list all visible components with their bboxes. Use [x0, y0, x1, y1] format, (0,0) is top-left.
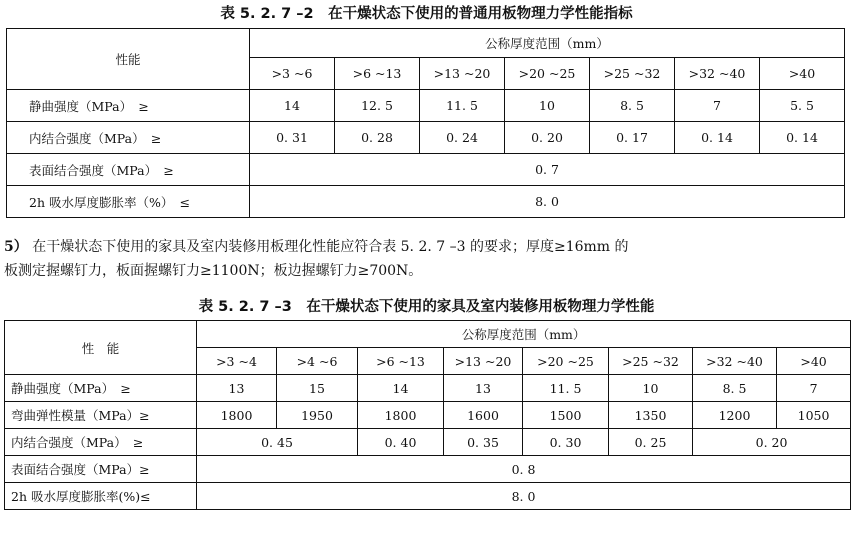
table2-cell: 0. 40	[358, 429, 444, 456]
table1-range-cell: >20 ~25	[505, 58, 590, 90]
table2-cell: 1200	[693, 402, 777, 429]
table2-cell: 14	[358, 375, 444, 402]
table2-range-header: 公称厚度范围（mm）	[197, 321, 851, 348]
table2-cell: 1050	[777, 402, 851, 429]
paragraph-line-1	[4, 235, 850, 259]
table1-cell: 0. 31	[250, 122, 335, 154]
table2-title: 表 5. 2. 7 –3 在干燥状态下使用的家具及室内装修用板物理力学性能	[198, 299, 655, 315]
table2-range-cell: >13 ~20	[444, 348, 523, 375]
table2-cell: 13	[197, 375, 277, 402]
table2-range-cell: >32 ~40	[693, 348, 777, 375]
table1	[6, 28, 845, 218]
table1-cell: 0. 24	[420, 122, 505, 154]
table2-merged-cell: 0. 8	[197, 456, 851, 483]
table2-range-cell: >3 ~4	[197, 348, 277, 375]
table2-property-header: 性 能	[5, 321, 197, 375]
table2-merged-cell: 0. 20	[693, 429, 851, 456]
table2-cell: 0. 25	[609, 429, 693, 456]
table1-range-cell: >32 ~40	[675, 58, 760, 90]
table-row	[5, 483, 851, 510]
table2-cell: 0. 35	[444, 429, 523, 456]
table2-cell: 1800	[358, 402, 444, 429]
table-row	[5, 429, 851, 456]
table1-cell: 14	[250, 90, 335, 122]
table1-cell: 8. 5	[590, 90, 675, 122]
table1-merged-cell: 0. 7	[250, 154, 845, 186]
table1-cell: 12. 5	[335, 90, 420, 122]
table1-cell: 7	[675, 90, 760, 122]
table1-cell: 11. 5	[420, 90, 505, 122]
table1-cell: 0. 20	[505, 122, 590, 154]
table-row	[7, 90, 845, 122]
table1-property-header: 性能	[7, 29, 250, 90]
table2-cell: 10	[609, 375, 693, 402]
table1-cell: 0. 14	[760, 122, 845, 154]
table1-row-label: 表面结合强度（MPa） ≥	[7, 154, 250, 186]
table2-range-cell: >6 ~13	[358, 348, 444, 375]
table1-row-label: 静曲强度（MPa） ≥	[7, 90, 250, 122]
table2-range-cell: >20 ~25	[523, 348, 609, 375]
paragraph-line-2: 板测定握螺钉力，板面握螺钉力≥1100N；板边握螺钉力≥700N。	[4, 263, 423, 279]
table1-range-header: 公称厚度范围（mm）	[250, 29, 845, 58]
table-row	[7, 186, 845, 218]
table2-cell: 1350	[609, 402, 693, 429]
table1-range-cell: >13 ~20	[420, 58, 505, 90]
table-row	[5, 375, 851, 402]
table-row	[7, 154, 845, 186]
table2-range-cell: >4 ~6	[277, 348, 358, 375]
table2-cell: 1950	[277, 402, 358, 429]
table2-cell: 7	[777, 375, 851, 402]
table2-cell: 1500	[523, 402, 609, 429]
table2-merged-cell: 8. 0	[197, 483, 851, 510]
table1-range-cell: >3 ~6	[250, 58, 335, 90]
table-row	[5, 456, 851, 483]
table1-range-cell: >6 ~13	[335, 58, 420, 90]
table2-row-label: 弯曲弹性模量（MPa）≥	[5, 402, 197, 429]
table2-cell: 0. 30	[523, 429, 609, 456]
table2-cell: 15	[277, 375, 358, 402]
table2-cell: 1600	[444, 402, 523, 429]
table1-title: 表 5. 2. 7 –2 在干燥状态下使用的普通用板物理力学性能指标	[220, 6, 633, 22]
table1-cell: 10	[505, 90, 590, 122]
table2-row-label: 2h 吸水厚度膨胀率(%)≤	[5, 483, 197, 510]
table1-cell: 0. 14	[675, 122, 760, 154]
table1-row-label: 内结合强度（MPa） ≥	[7, 122, 250, 154]
table2-cell: 8. 5	[693, 375, 777, 402]
table1-range-cell: >40	[760, 58, 845, 90]
table2-row-label: 静曲强度（MPa） ≥	[5, 375, 197, 402]
table-row	[7, 122, 845, 154]
table2-row-label: 内结合强度（MPa） ≥	[5, 429, 197, 456]
paragraph-number: 5）	[4, 239, 28, 255]
table1-cell: 0. 28	[335, 122, 420, 154]
table1-row-label: 2h 吸水厚度膨胀率（%） ≤	[7, 186, 250, 218]
table1-cell: 0. 17	[590, 122, 675, 154]
table2-merged-cell: 0. 45	[197, 429, 358, 456]
table2	[4, 320, 851, 510]
table2-cell: 13	[444, 375, 523, 402]
table1-merged-cell: 8. 0	[250, 186, 845, 218]
table-row	[5, 402, 851, 429]
table2-row-label: 表面结合强度（MPa）≥	[5, 456, 197, 483]
table2-range-cell: >25 ~32	[609, 348, 693, 375]
table2-cell: 1800	[197, 402, 277, 429]
table1-cell: 5. 5	[760, 90, 845, 122]
paragraph-text-1: 在干燥状态下使用的家具及室内装修用板理化性能应符合表 5. 2. 7 –3 的要求；厚度≥16mm 的	[32, 239, 629, 255]
table1-range-cell: >25 ~32	[590, 58, 675, 90]
table2-range-cell: >40	[777, 348, 851, 375]
table2-cell: 11. 5	[523, 375, 609, 402]
